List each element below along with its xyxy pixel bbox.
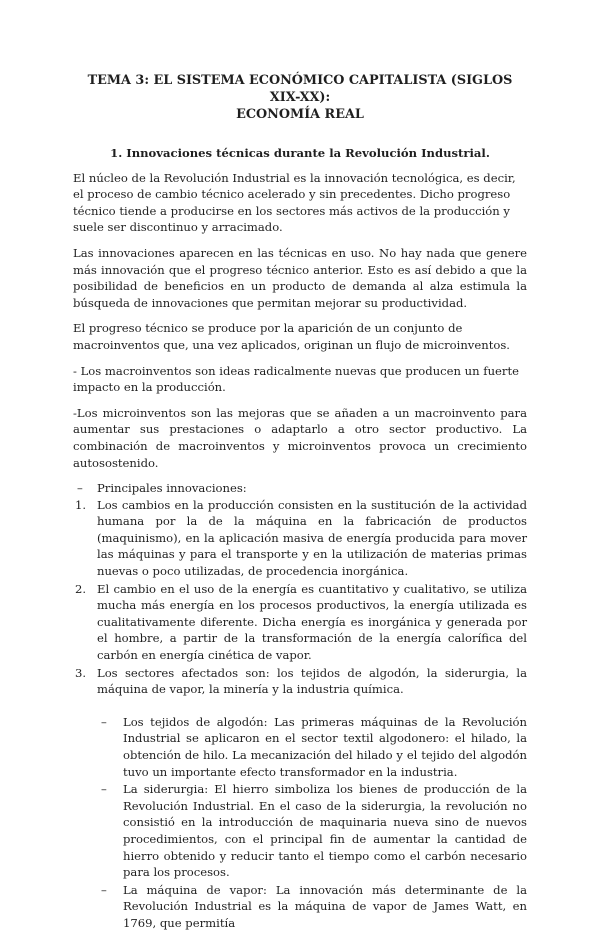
dash-marker: –: [101, 714, 107, 729]
title-line-1: TEMA 3: EL SISTEMA ECONÓMICO CAPITALISTA (SIGLOS XIX-XX):: [87, 73, 513, 105]
macro-line-2: impacto en la producción.: [73, 380, 226, 395]
paragraph-nucleo: El núcleo de la Revolución Industrial es la innovación tecnológica, es decir, el proceso de cambio técnico acelerado y sin precedentes. Dicho progreso técnico tiende a producirse en los sectores más activos de la producción y suele ser discontinuo y arracimado.: [73, 170, 516, 235]
list-item-text: Los sectores afectados son: los tejidos de algodón, la siderurgia, la máquina de vapor, la minería y la industria química.: [97, 665, 527, 697]
list-item: [73, 714, 527, 780]
section-heading: 1. Innovaciones técnicas durante la Revolución Industrial.: [110, 146, 490, 160]
dash-marker: –: [77, 481, 83, 496]
list-number: 1.: [75, 497, 87, 512]
list-number: 2.: [75, 581, 87, 596]
document-title: [73, 72, 527, 123]
list-item-innovations-label: [73, 480, 527, 497]
list-item: [73, 781, 527, 881]
list-item-text: El cambio en el uso de la energía es cuantitativo y cualitativo, se utiliza mucha más energía en los procesos productivos, la energía utilizada es cualitativamente diferente. Dicha energía es inorgánica y generada por el hombre, a partir de la transformación de la energía calorífica del carbón en energía cinética de vapor.: [97, 581, 527, 663]
list-item: [73, 497, 527, 580]
paragraph-progreso: El progreso técnico se produce por la aparición de un conjunto de macroinventos que, una vez aplicados, originan un flujo de microinventos.: [73, 321, 510, 352]
paragraph-innovaciones: Las innovaciones aparecen en las técnicas en uso. No hay nada que genere más innovación que el progreso técnico anterior. Esto es así debido a que la posibilidad de beneficios en un producto de demanda al alza estimula la búsqueda de innovaciones que permitan mejorar su productividad.: [73, 245, 527, 310]
paragraph-macroinventos: [73, 363, 527, 396]
list-item-text: La siderurgia: El hierro simboliza los bienes de producción de la Revolución Industrial. En el caso de la siderurgia, la revolución no consistió en la introducción de maquinaria nueva sino de nuevos procedimientos, con el principal fin de aumentar la cantidad de hierro obtenido y reducir tanto el tiempo como el carbón necesario para los procesos.: [123, 782, 527, 880]
macro-line-1: - Los macroinventos son ideas radicalmente nuevas que producen un fuerte: [73, 363, 519, 378]
list-item-text: Los tejidos de algodón: Las primeras máquinas de la Revolución Industrial se aplicaron en el sector textil algodonero: el hilado, la obtención de hilo. La mecanización del hilado y el tejido del algodón tuvo un importante efecto transformador en la industria.: [123, 714, 527, 779]
innovations-list: [73, 480, 527, 497]
numbered-list: [73, 497, 527, 698]
innovations-label: Principales innovaciones:: [97, 481, 247, 496]
dash-marker: –: [101, 882, 107, 897]
dash-marker: –: [101, 782, 107, 797]
sectors-list: [73, 714, 527, 932]
list-item: [73, 665, 527, 698]
paragraph-microinventos: -Los microinventos son las mejoras que se añaden a un macroinvento para aumentar sus prestaciones o adaptarlo a otro sector productivo. La combinación de macroinventos y microinventos provoca un crecimiento autosostenido.: [73, 405, 527, 470]
list-item: [73, 882, 527, 932]
list-item-text: La máquina de vapor: La innovación más determinante de la Revolución Industrial es la máquina de vapor de James Watt, en 1769, que permitía: [123, 882, 527, 930]
list-item-text: Los cambios en la producción consisten en la sustitución de la actividad humana por la de la máquina en la fabricación de productos (maquinismo), en la aplicación masiva de energía producida para mover las máquinas y para el transporte y en la utilización de materias primas nuevas o poco utilizadas, de procedencia inorgánica.: [97, 497, 527, 579]
title-line-2: ECONOMÍA REAL: [236, 107, 364, 122]
list-item: [73, 581, 527, 664]
list-number: 3.: [75, 665, 87, 680]
